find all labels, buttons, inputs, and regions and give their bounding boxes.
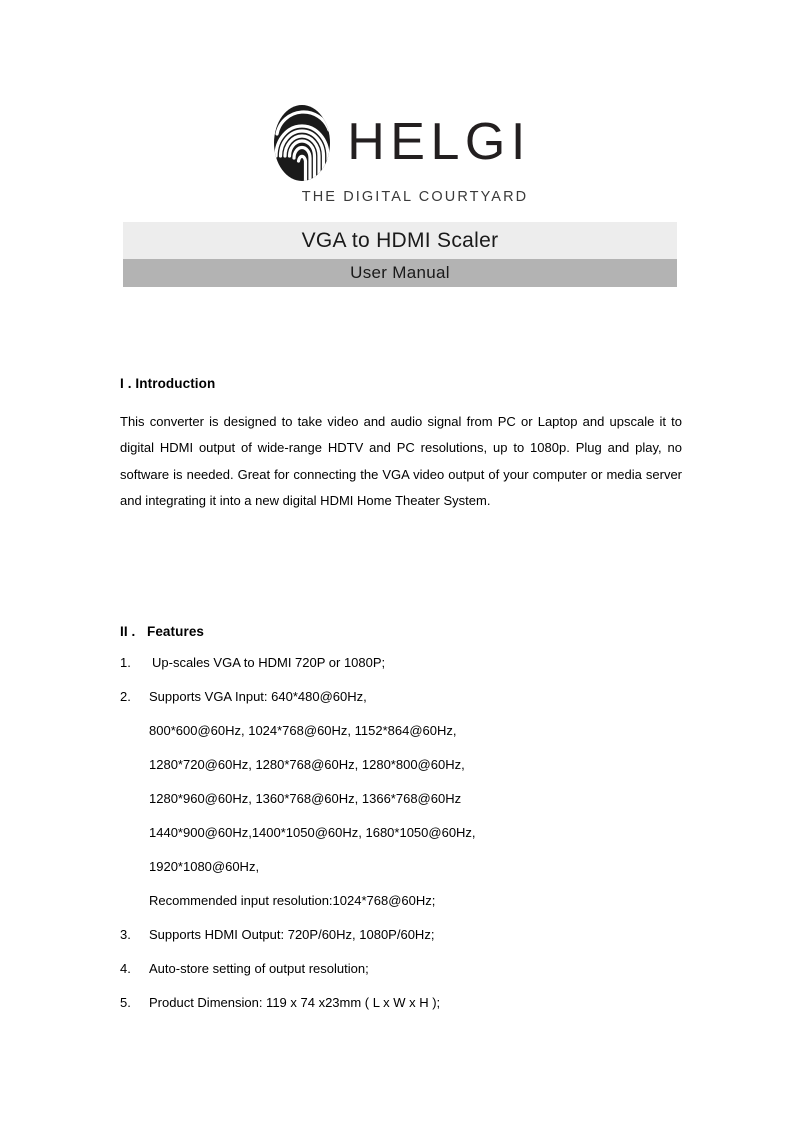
section-heading-features [120,624,682,639]
vga-input-line-5: 1920*1080@60Hz, [149,859,260,874]
section-number-introduction: I . [120,376,132,391]
title-banner [123,222,677,287]
brand-tagline: THE DIGITAL COURTYARD [301,189,529,205]
brand-wordmark: HELGI [347,112,531,171]
feature-number-4: 4. [120,961,131,976]
vga-input-line-4: 1440*900@60Hz,1400*1050@60Hz, 1680*1050@60Hz, [149,825,476,840]
feature-number-3: 3. [120,927,131,942]
introduction-paragraph: This converter is designed to take video and audio signal from PC or Laptop and upscale it to digital HDMI output of wide-range HDTV and PC resolutions, up to 1080p. Plug and play, no software is needed. Great for connecting the VGA video output of your computer or media server and integrating it into a new digital HDMI Home Theater System. [120,414,682,508]
feature-item-2 [120,690,682,703]
feature-text-3: Supports HDMI Output: 720P/60Hz, 1080P/60Hz; [149,927,435,942]
feature-item-3 [120,928,682,941]
brand-logo-block [0,104,802,205]
section-title-features: Features [146,624,205,639]
feature-item-4 [120,962,682,975]
feature-number-1: 1. [120,655,131,670]
vga-input-line-3: 1280*960@60Hz, 1360*768@60Hz, 1366*768@60Hz [149,791,462,806]
features-list [120,656,682,1009]
feature-number-5: 5. [120,995,131,1010]
recommended-resolution-line: Recommended input resolution:1024*768@60Hz; [149,893,436,908]
document-type-band [123,259,677,287]
feature-item-5 [120,996,682,1009]
feature-number-2: 2. [120,689,131,704]
vga-input-line-2: 1280*720@60Hz, 1280*768@60Hz, 1280*800@60Hz, [149,757,465,772]
feature-text-2: Supports VGA Input: 640*480@60Hz, [149,689,367,704]
feature-text-1: Up-scales VGA to HDMI 720P or 1080P; [152,655,386,670]
product-title: VGA to HDMI Scaler [301,228,499,252]
feature-text-5: Product Dimension: 119 x 74 x23mm ( L x W x H ); [149,995,441,1010]
vga-input-line-1: 800*600@60Hz, 1024*768@60Hz, 1152*864@60Hz, [149,723,457,738]
document-content [120,376,682,1030]
fingerprint-icon [271,104,333,182]
section-heading-introduction [120,376,682,391]
product-title-band [123,222,677,259]
logo-row [271,104,531,182]
feature-item-1 [120,656,682,669]
section-title-introduction: Introduction [135,376,216,391]
section-number-features: II . [120,624,136,639]
document-type: User Manual [350,263,450,282]
feature-text-4: Auto-store setting of output resolution; [149,961,369,976]
